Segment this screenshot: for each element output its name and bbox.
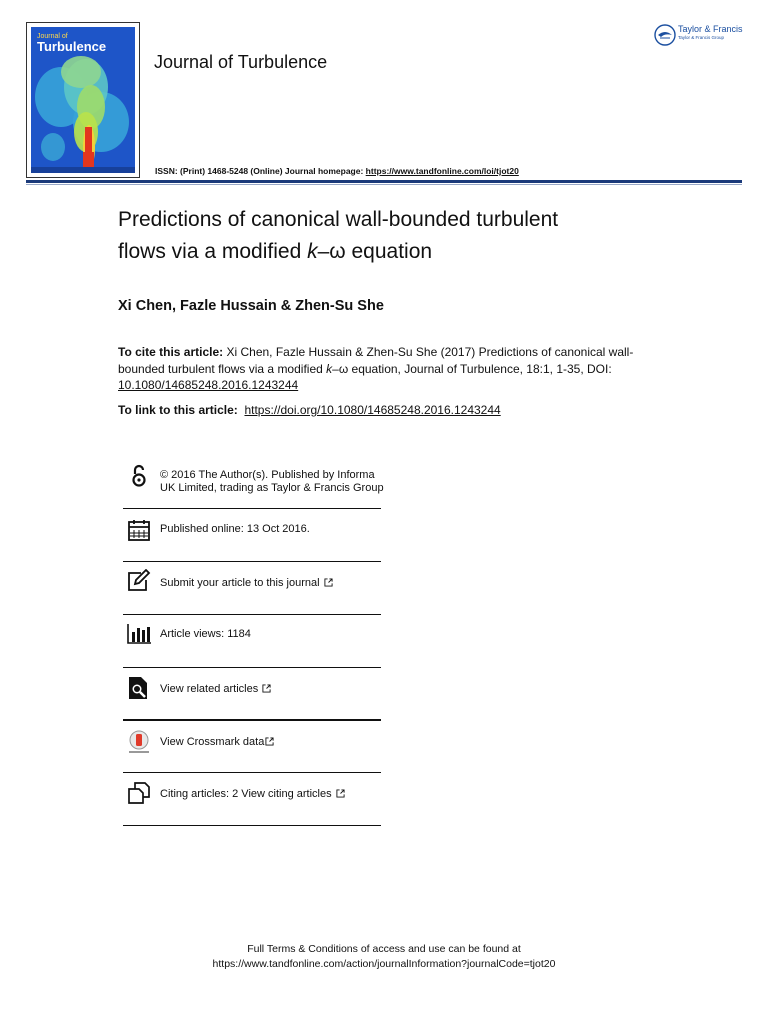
journal-cover (26, 22, 140, 178)
citing-documents-icon (127, 781, 151, 805)
citation-text-b: –ω equation, Journal of Turbulence, 18:1, 1-35, DOI: (332, 361, 612, 376)
submit-text[interactable] (160, 577, 333, 590)
citation-block (118, 344, 658, 394)
citing-label[interactable]: Citing articles: 2 View citing articles (160, 788, 332, 800)
crossmark-row[interactable] (123, 721, 381, 773)
calendar-icon (127, 518, 151, 542)
issn-line (155, 166, 519, 176)
terms-footer (0, 942, 768, 972)
external-link-icon (324, 578, 333, 587)
open-access-text: © 2016 The Author(s). Published by Informa UK Limited, trading as Taylor & Francis Group (160, 469, 384, 494)
footer-terms-url[interactable]: https://www.tandfonline.com/action/journalInformation?journalCode=tjot20 (212, 958, 556, 970)
views-text: Article views: 1184 (160, 628, 251, 640)
citing-row[interactable] (123, 772, 381, 826)
cover-title-small: Journal of (37, 33, 68, 40)
submit-row[interactable] (123, 561, 381, 615)
crossmark-text[interactable] (160, 736, 274, 749)
crossmark-label[interactable]: View Crossmark data (160, 736, 265, 748)
header-rule (26, 180, 742, 183)
external-link-icon (265, 737, 274, 746)
article-doi-link[interactable]: https://doi.org/10.1080/14685248.2016.1243244 (244, 403, 501, 417)
crossmark-icon (127, 730, 151, 754)
citation-text-a: Xi Chen, Fazle Hussain & Zhen-Su She (2017) Predictions of canonical wall-bounded turbulent flows via a modified (118, 345, 634, 376)
related-row[interactable] (123, 667, 381, 721)
link-label: To link to this article: (118, 403, 242, 417)
external-link-icon (336, 789, 345, 798)
article-title-line2a: flows via a modified (118, 240, 308, 263)
article-title-line2b: –ω equation (317, 240, 433, 263)
external-link-icon (262, 684, 271, 693)
views-row (123, 614, 381, 668)
article-title-line1: Predictions of canonical wall-bounded turbulent (118, 208, 559, 231)
citation-doi-link[interactable]: 10.1080/14685248.2016.1243244 (118, 378, 299, 392)
issn-text: ISSN: (Print) 1468-5248 (Online) Journal homepage: (155, 166, 366, 176)
header-rule-thin (26, 184, 742, 185)
published-text: Published online: 13 Oct 2016. (160, 523, 310, 535)
journal-homepage-link[interactable]: https://www.tandfonline.com/loi/tjot20 (365, 166, 519, 176)
taylor-francis-logo-icon (654, 24, 676, 46)
footer-line1: Full Terms & Conditions of access and use can be found at (247, 943, 521, 955)
open-access-row (123, 462, 384, 509)
document-search-icon (127, 676, 151, 700)
related-label[interactable]: View related articles (160, 683, 259, 695)
submit-label[interactable]: Submit your article to this journal (160, 577, 320, 589)
citing-text[interactable] (160, 788, 345, 801)
publisher-subname: Taylor & Francis Group (678, 35, 725, 40)
publisher-logo[interactable] (654, 22, 748, 48)
cover-title-big: Turbulence (37, 39, 107, 54)
related-text[interactable] (160, 683, 271, 696)
publisher-name: Taylor & Francis (678, 24, 743, 34)
article-title (118, 204, 678, 268)
journal-name: Journal of Turbulence (154, 52, 328, 72)
cover-artwork (31, 27, 135, 173)
citation-k: k (326, 361, 333, 376)
published-row (123, 508, 381, 562)
article-authors: Xi Chen, Fazle Hussain & Zhen-Su She (118, 298, 384, 314)
article-link-block (118, 402, 678, 418)
article-title-k: k (307, 240, 318, 263)
open-access-lock-icon (127, 464, 151, 488)
edit-pencil-icon (127, 569, 151, 593)
bar-chart-icon (127, 622, 151, 646)
citation-label: To cite this article: (118, 345, 224, 359)
